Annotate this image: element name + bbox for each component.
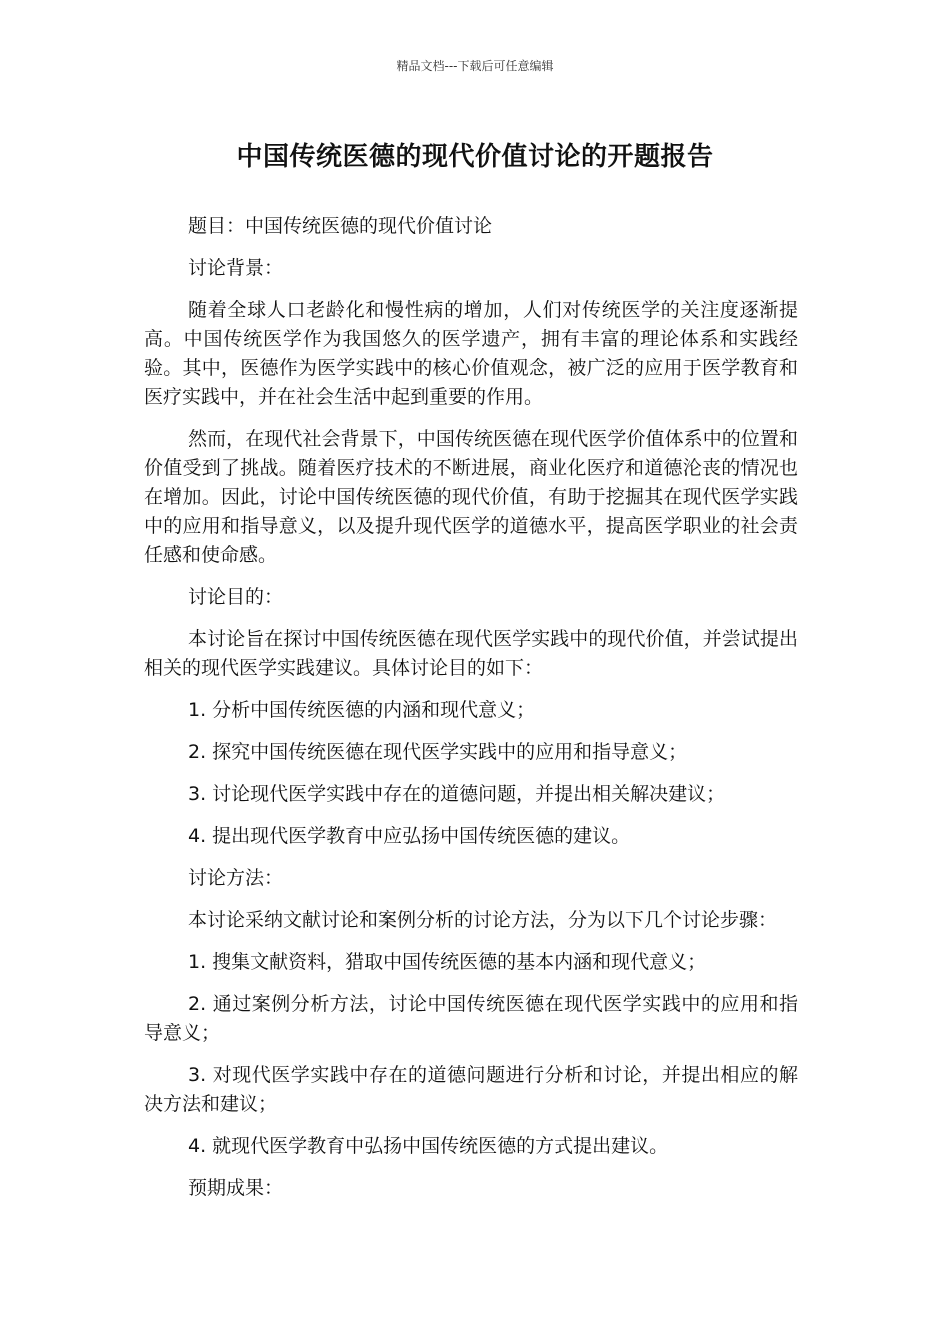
page-header: 精品文档---下载后可任意编辑 xyxy=(396,59,554,73)
document-body xyxy=(144,212,798,1216)
section-heading-outcomes: 预期成果： xyxy=(188,1177,284,1199)
background-paragraph-2: 然而，在现代社会背景下，中国传统医德在现代医学价值体系中的位置和价值受到了挑战。随着医疗技术的不断进展，商业化医疗和道德沦丧的情况也在增加。因此，讨论中国传统医德的现代价值，有助于挖掘其在现代医学实践中的应用和指导意义，以及提升现代医学的道德水平，提高医学职业的社会责任感和使命感。 xyxy=(144,428,798,566)
section-heading-purpose: 讨论目的： xyxy=(188,586,284,608)
method-step-2: 2. 通过案例分析方法，讨论中国传统医德在现代医学实践中的应用和指导意义； xyxy=(144,993,798,1044)
method-step-4: 4. 就现代医学教育中弘扬中国传统医德的方式提出建议。 xyxy=(188,1135,669,1157)
purpose-item-4: 4. 提出现代医学教育中应弘扬中国传统医德的建议。 xyxy=(188,825,631,847)
document-title: 中国传统医德的现代价值讨论的开题报告 xyxy=(236,142,714,172)
method-intro-paragraph: 本讨论采纳文献讨论和案例分析的讨论方法，分为以下几个讨论步骤： xyxy=(188,909,778,931)
purpose-item-2: 2. 探究中国传统医德在现代医学实践中的应用和指导意义； xyxy=(188,741,688,763)
background-paragraph-1: 随着全球人口老龄化和慢性病的增加，人们对传统医学的关注度逐渐提高。中国传统医学作为我国悠久的医学遗产，拥有丰富的理论体系和实践经验。其中，医德作为医学实践中的核心价值观念，被广泛的应用于医学教育和医疗实践中，并在社会生活中起到重要的作用。 xyxy=(144,299,798,408)
method-step-1: 1. 搜集文献资料，猎取中国传统医德的基本内涵和现代意义； xyxy=(188,951,707,973)
purpose-intro-paragraph: 本讨论旨在探讨中国传统医德在现代医学实践中的现代价值，并尝试提出相关的现代医学实践建议。具体讨论目的如下： xyxy=(144,628,798,679)
topic-line: 题目：中国传统医德的现代价值讨论 xyxy=(188,215,493,237)
purpose-item-1: 1. 分析中国传统医德的内涵和现代意义； xyxy=(188,699,536,721)
purpose-item-3: 3. 讨论现代医学实践中存在的道德问题，并提出相关解决建议； xyxy=(188,783,726,805)
section-heading-background: 讨论背景： xyxy=(188,257,284,279)
section-heading-method: 讨论方法： xyxy=(188,867,284,889)
method-step-3: 3. 对现代医学实践中存在的道德问题进行分析和讨论，并提出相应的解决方法和建议； xyxy=(144,1064,798,1115)
